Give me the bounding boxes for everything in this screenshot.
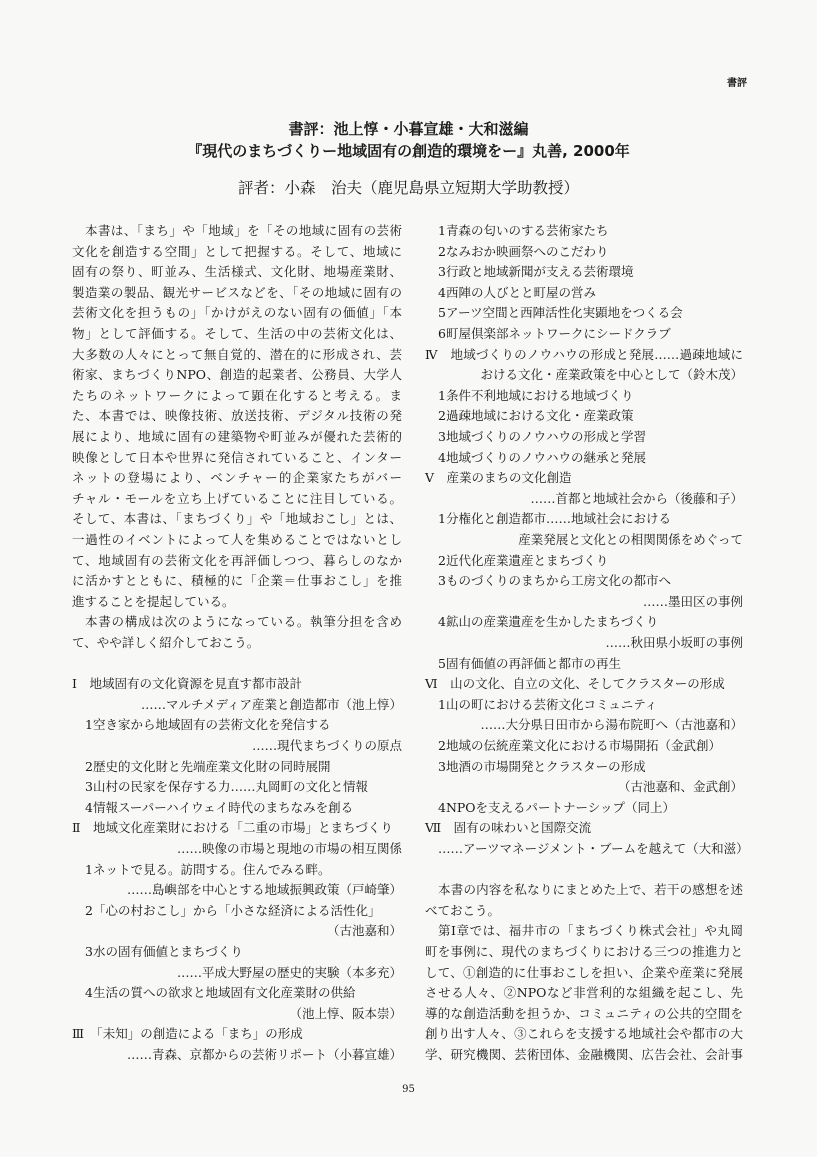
page-number: 95 bbox=[402, 1084, 415, 1095]
text-line: そして、本書は、「まちづくり」や「地域おこし」とは、 bbox=[72, 511, 402, 527]
text-line: ……秋田県小坂町の事例 bbox=[605, 635, 743, 650]
text-line: 芸術文化を担うもの」「かけがえのない固有の価値」「本 bbox=[72, 305, 402, 321]
text-line: 展により、地域に固有の建築物や町並みが優れた芸術的 bbox=[72, 429, 402, 444]
text-line: 町を事例に、現代のまちづくりにおける三つの推進力と bbox=[425, 944, 743, 959]
text-line: に活かすとともに、積極的に「企業＝仕事おこし」を推 bbox=[72, 573, 402, 589]
text-line: ……アーツマネージメント・ブームを越えて（大和滋） bbox=[438, 841, 749, 856]
text-line bbox=[425, 859, 743, 881]
text-line: ……青森、京都からの芸術リポート（小暮宣雄） bbox=[126, 1047, 402, 1062]
text-line: ……墨田区の事例 bbox=[642, 593, 743, 609]
text-line: Ⅲ 「未知」の創造による「まち」の形成 bbox=[72, 1026, 303, 1042]
text-line: た、本書では、映像技術、放送技術、デジタル技術の発 bbox=[72, 408, 402, 424]
text-line: 2地域の伝統産業文化における市場開拓（金武創） bbox=[438, 738, 721, 753]
text-line: 学、研究機関、芸術団体、金融機関、広告会社、会計事 bbox=[425, 1047, 743, 1062]
text-line: （池上惇、阪本崇） bbox=[289, 1005, 402, 1021]
text-line: Ⅱ 地域文化産業財における「二重の市場」とまちづくり bbox=[72, 820, 393, 836]
text-line: 2「心の村おこし」から「小さな経済による活性化」 bbox=[85, 902, 381, 918]
text-line: 映像として日本や世界に発信されていること、インター bbox=[72, 449, 402, 465]
text-line: 5固有価値の再評価と都市の再生 bbox=[438, 655, 621, 671]
text-line: 4地域づくりのノウハウの継承と発展 bbox=[438, 449, 646, 465]
text-line bbox=[72, 653, 402, 675]
text-line: 産業発展と文化との相関関係をめぐって bbox=[518, 532, 743, 547]
text-line: 4情報スーパーハイウェイ時代のまちなみを創る bbox=[85, 799, 354, 815]
text-line: チャル・モールを立ち上げていることに注目している。 bbox=[72, 490, 402, 506]
text-line: （古池嘉和） bbox=[326, 923, 402, 939]
text-line: 3地域づくりのノウハウの形成と学習 bbox=[438, 429, 646, 444]
text-line: Ⅵ 山の文化、自立の文化、そしてクラスターの形成 bbox=[425, 676, 725, 692]
text-line: 本書の構成は次のようになっている。執筆分担を含め bbox=[85, 614, 402, 630]
text-line: 進することを提起している。 bbox=[72, 593, 235, 609]
text-line: Ⅰ 地域固有の文化資源を見直す都市設計 bbox=[72, 676, 302, 692]
text-line: 物」として評価する。そして、生活の中の芸術文化は、 bbox=[72, 326, 402, 341]
text-line: 3山村の民家を保存する力……丸岡町の文化と情報 bbox=[85, 779, 368, 795]
text-line: 2歴史的文化財と先端産業文化財の同時展開 bbox=[85, 758, 331, 774]
text-line: 1青森の匂いのする芸術家たち bbox=[438, 223, 609, 238]
review-title: 書評：池上惇・小暮宣雄・大和滋編 bbox=[288, 120, 529, 138]
text-line: ……島嶼部を中心とする地域振興政策（戸崎肇） bbox=[126, 882, 402, 898]
text-line: （古池嘉和、金武創） bbox=[617, 779, 743, 795]
text-line: 固有の祭り、町並み、生活様式、文化財、地場産業財、 bbox=[72, 264, 402, 280]
book-title: 『現代のまちづくりー地域固有の創造的環境をー』丸善, 2000年 bbox=[187, 142, 630, 160]
text-line: ……マルチメディア産業と創造都市（池上惇） bbox=[140, 696, 402, 712]
text-line: おける文化・産業政策を中心として（鈴木茂） bbox=[480, 367, 743, 383]
text-line: べておこう。 bbox=[425, 902, 501, 918]
text-line: 2過疎地域における文化・産業政策 bbox=[438, 408, 634, 424]
text-line: ……大分県日田市から湯布院町へ（古池嘉和） bbox=[480, 717, 743, 733]
text-line: 1分権化と創造都市……地域社会における bbox=[438, 511, 671, 527]
text-line: して、①創造的に仕事おこしを担い、企業や産業に発展 bbox=[425, 964, 743, 980]
text-line: 3行政と地域新聞が支える芸術環境 bbox=[438, 264, 634, 280]
text-line: 2なみおか映画祭へのこだわり bbox=[438, 243, 609, 259]
running-header: 書評 bbox=[727, 78, 747, 89]
text-line: ネットの登場により、ベンチャー的企業家たちがバー bbox=[72, 470, 402, 486]
text-line: Ⅴ 産業のまちの文化創造 bbox=[425, 470, 572, 486]
text-line: 4生活の質への欲求と地域固有文化産業財の供給 bbox=[85, 985, 356, 1001]
text-line: 3水の固有価値とまちづくり bbox=[85, 944, 243, 959]
text-line: 3地酒の市場開発とクラスターの形成 bbox=[438, 758, 646, 774]
text-line: 術家、まちづくりNPO、創造的起業者、公務員、大学人 bbox=[72, 367, 402, 383]
text-line: 4鉱山の産業遺産を生かしたまちづくり bbox=[438, 614, 659, 630]
text-line: ……平成大野屋の歴史的実験（本多充） bbox=[176, 964, 402, 980]
text-line: 1条件不利地域における地域づくり bbox=[438, 387, 634, 403]
text-line: 創り出す人々、③これらを支援する地域社会や都市の大 bbox=[425, 1026, 743, 1042]
text-line: 本書は、「まち」や「地域」を「その地域に固有の芸術 bbox=[85, 223, 402, 238]
text-line: 5アーツ空間と西陣活性化実顕地をつくる会 bbox=[438, 305, 683, 321]
text-line: 製造業の製品、観光サービスなどを、「その地域に固有の bbox=[72, 284, 402, 300]
text-line: ……映像の市場と現地の市場の相互関係 bbox=[176, 841, 402, 856]
reviewer-line: 評者：小森 治夫（鹿児島県立短期大学助教授） bbox=[237, 179, 579, 197]
text-line: 6町屋倶楽部ネットワークにシードクラブ bbox=[438, 326, 671, 341]
text-line: させる人々、②NPOなど非営利的な組織を起こし、先 bbox=[425, 985, 743, 1001]
text-line: ……首都と地域社会から（後藤和子） bbox=[530, 490, 743, 506]
text-line: 1ネットで見る。訪問する。住んでみる畔。 bbox=[85, 861, 331, 877]
text-line: 1空き家から地域固有の芸術文化を発信する bbox=[85, 717, 331, 733]
text-line: Ⅳ 地域づくりのノウハウの形成と発展……過疎地域に bbox=[425, 346, 743, 362]
text-line: 1山の町における芸術文化コミュニティ bbox=[438, 696, 658, 712]
text-line: 第Ⅰ章では、福井市の「まちづくり株式会社」や丸岡 bbox=[438, 923, 743, 939]
text-line: て、やや詳しく紹介しておこう。 bbox=[72, 635, 260, 650]
text-line: 一過性のイベントによって人を集めることではないとし bbox=[72, 532, 402, 547]
text-line: 2近代化産業遺産とまちづくり bbox=[438, 552, 609, 568]
text-line: 文化を創造する空間」として把握する。そして、地域に bbox=[72, 243, 402, 259]
text-line: Ⅶ 固有の味わいと国際交流 bbox=[425, 820, 592, 836]
text-line: ……現代まちづくりの原点 bbox=[252, 738, 402, 753]
text-line: 大多数の人々にとって無自覚的、潜在的に形成され、芸 bbox=[72, 346, 402, 362]
text-line: 4NPOを支えるパートナーシップ（同上） bbox=[438, 799, 676, 815]
text-line: たちのネットワークによって顕在化すると考える。ま bbox=[72, 387, 402, 403]
text-line: て、地域固有の芸術文化を再評価しつつ、暮らしのなか bbox=[72, 552, 402, 568]
text-line: 導的な創造活動を担うか、コミュニティの公共的空間を bbox=[425, 1005, 743, 1021]
text-line: 3ものづくりのまちから工房文化の都市へ bbox=[438, 573, 671, 589]
text-line: 4西陣の人びとと町屋の営み bbox=[438, 284, 596, 300]
text-line: 本書の内容を私なりにまとめた上で、若干の感想を述 bbox=[438, 882, 743, 898]
